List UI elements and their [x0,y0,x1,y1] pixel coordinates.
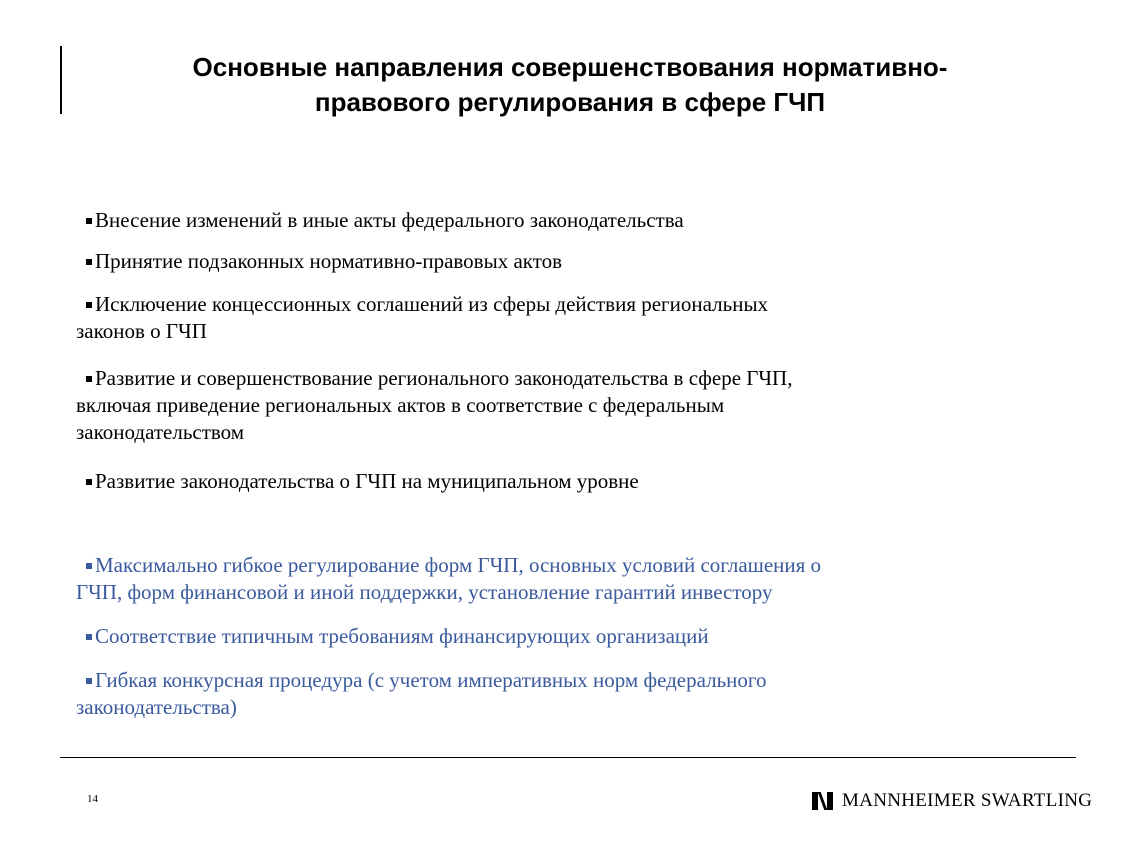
square-bullet-icon [86,634,92,640]
bullet-item [76,468,1036,495]
bullet-text: Принятие подзаконных нормативно-правовых актов [95,249,563,273]
square-bullet-icon [86,678,92,684]
bullet-item [76,291,1036,345]
square-bullet-icon [86,259,92,265]
bullet-text: Исключение концессионных соглашений из сферы действия региональных [95,292,769,316]
mannheimer-swartling-logo-icon [812,792,834,810]
bullet-item [76,365,1036,446]
square-bullet-icon [86,376,92,382]
bullet-text: Максимально гибкое регулирование форм ГЧП, основных условий соглашения о [95,553,822,577]
bullet-item [76,623,1036,650]
bullet-item [76,667,1036,721]
bullet-text: Гибкая конкурсная процедура (с учетом императивных норм федерального [95,668,767,692]
title-line-1: Основные направления совершенствования нормативно- [192,52,948,82]
bullet-text: Развитие и совершенствование регионального законодательства в сфере ГЧП, [95,366,793,390]
bullet-text-continuation: законодательства) [76,695,237,719]
bullet-text-continuation: законов о ГЧП [76,319,207,343]
title-line-2: правового регулирования в сфере ГЧП [314,87,826,117]
slide-title [95,50,1045,120]
bullet-item [76,552,1036,606]
title-accent-bar [60,46,62,114]
square-bullet-icon [86,479,92,485]
bullet-text-continuation: ГЧП, форм финансовой и иной поддержки, установление гарантий инвестору [76,580,773,604]
bullet-text: Развитие законодательства о ГЧП на муниципальном уровне [95,469,639,493]
company-logo [812,790,1092,812]
bullet-text: Внесение изменений в иные акты федерального законодательства [95,208,684,232]
logo-text: MANNHEIMER SWARTLING [842,790,1093,811]
bullet-text: Соответствие типичным требованиям финансирующих организаций [95,624,709,648]
square-bullet-icon [86,563,92,569]
page-number: 14 [87,793,98,805]
bullet-item [76,207,1036,234]
square-bullet-icon [86,218,92,224]
bullet-item [76,248,1036,275]
square-bullet-icon [86,302,92,308]
bullet-text-continuation: включая приведение региональных актов в соответствие с федеральным [76,393,725,417]
footer-divider [60,757,1076,758]
bullet-text-continuation: законодательством [76,420,245,444]
